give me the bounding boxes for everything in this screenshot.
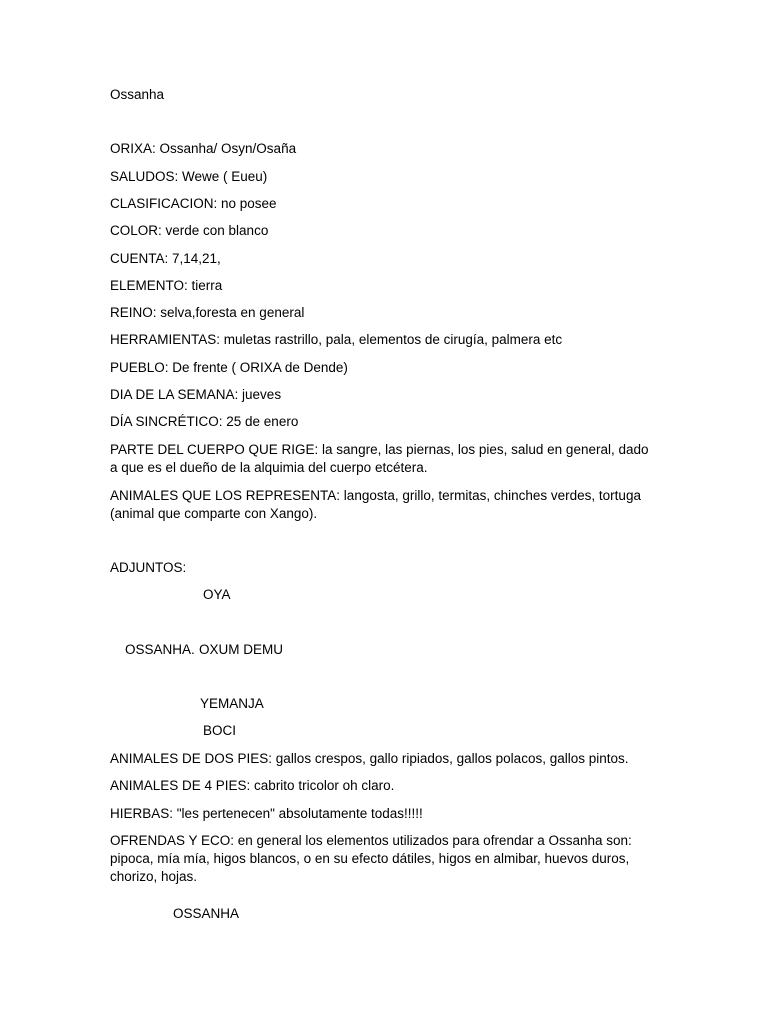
animales-representa-paragraph: ANIMALES QUE LOS REPRESENTA: langosta, grillo, termitas, chinches verdes, tortuga (animal que comparte con Xango). (110, 488, 641, 521)
animales-4-pies-line: ANIMALES DE 4 PIES: cabrito tricolor oh claro. (110, 778, 395, 793)
hierbas-line: HIERBAS: "les pertenecen" absolutamente todas!!!!! (110, 806, 423, 821)
saludos-line: SALUDOS: Wewe ( Eueu) (110, 169, 268, 184)
color-line: COLOR: verde con blanco (110, 223, 269, 238)
adjunto-boci: BOCI (203, 723, 237, 738)
dia-semana-line: DIA DE LA SEMANA: jueves (110, 387, 282, 402)
herramientas-line: HERRAMIENTAS: muletas rastrillo, pala, elementos de cirugía, palmera etc (110, 332, 563, 347)
reino-line: REINO: selva,foresta en general (110, 305, 305, 320)
animales-dos-pies-line: ANIMALES DE DOS PIES: gallos crespos, gallo ripiados, gallos polacos, gallos pintos. (110, 751, 629, 766)
adjuntos-heading: ADJUNTOS: (110, 560, 187, 575)
dia-sincretico-line: DÍA SINCRÉTICO: 25 de enero (110, 414, 299, 429)
document-title: Ossanha (110, 87, 165, 102)
adjunto-oxum-demu: OXUM DEMU (199, 642, 283, 657)
elemento-line: ELEMENTO: tierra (110, 278, 223, 293)
ofrendas-paragraph: OFRENDAS Y ECO: en general los elementos utilizados para ofrendar a Ossanha son: pipoca, mía mía, higos blancos, o en su efecto dátiles, higos en almibar, huevos duros, chorizo, hojas. (110, 833, 632, 884)
orixa-line: ORIXA: Ossanha/ Osyn/Osaña (110, 141, 297, 156)
ossanha-footer-heading: OSSANHA (173, 906, 240, 921)
parte-cuerpo-paragraph: PARTE DEL CUERPO QUE RIGE: la sangre, las piernas, los pies, salud en general, dado a que es el dueño de la alquimia del cuerpo etcétera. (110, 442, 649, 475)
pueblo-line: PUEBLO: De frente ( ORIXA de Dende) (110, 360, 348, 375)
adjunto-oya: OYA (203, 587, 231, 602)
adjunto-yemanja: YEMANJA (200, 696, 264, 711)
clasificacion-line: CLASIFICACION: no posee (110, 196, 277, 211)
adjunto-ossanha: OSSANHA. (125, 642, 195, 657)
cuenta-line: CUENTA: 7,14,21, (110, 251, 221, 266)
